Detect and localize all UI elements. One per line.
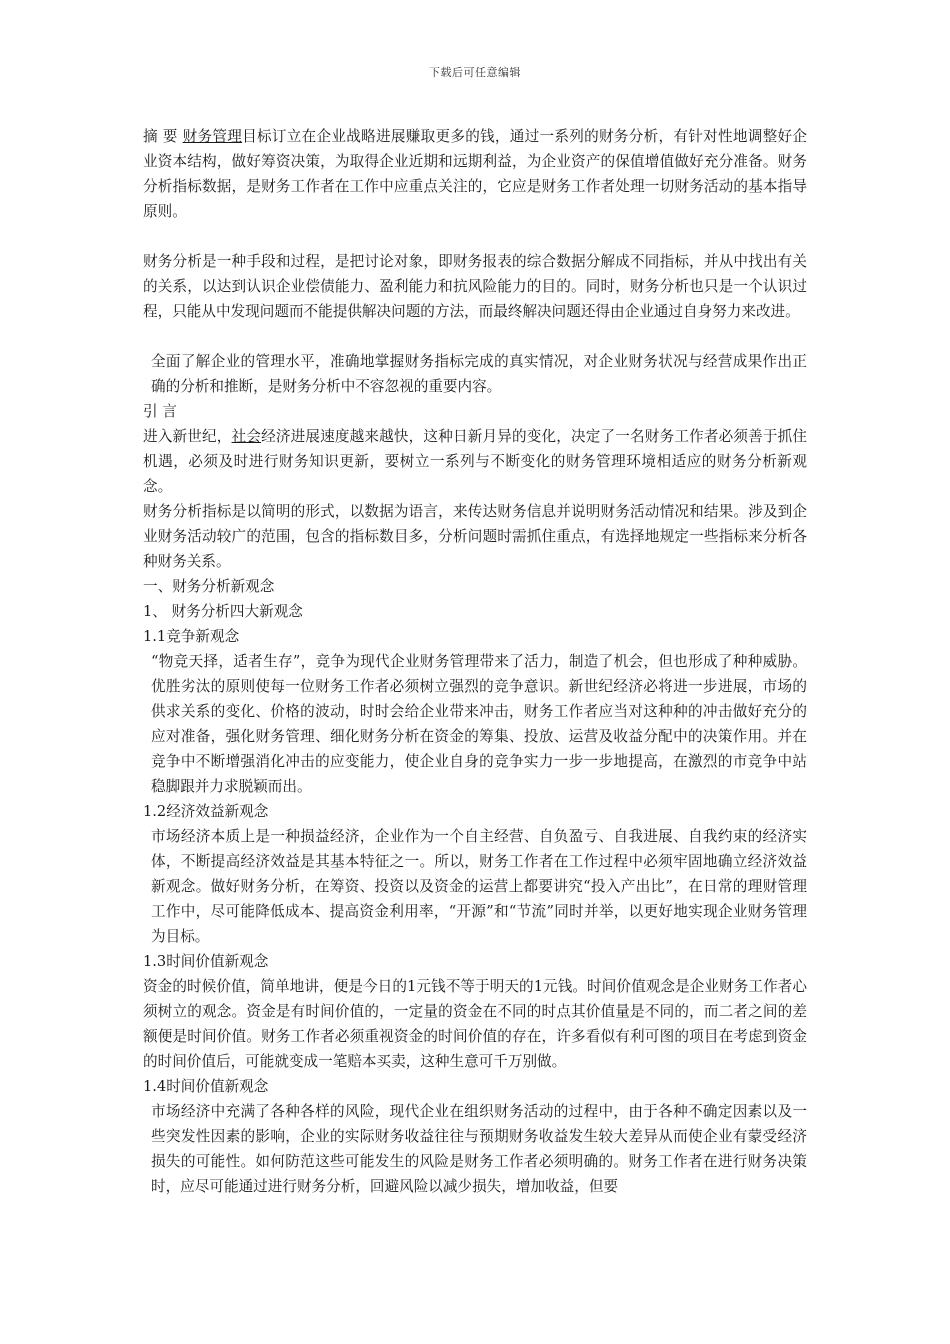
heading-section-1: 一、财务分析新观念: [143, 578, 275, 595]
intro-text-end: 经济进展速度越来越快，这种日新月异的变化，决定了一名财务工作者必须善于抓住机遇，必须及时进行财务知识更新，要树立一系列与不断变化的财务管理环境相适应的财务分析新观念。: [143, 428, 807, 495]
paragraph-introduction: [143, 424, 807, 499]
heading-1-3: 1.3时间价值新观念: [143, 953, 269, 970]
heading-subsection-1: 1、 财务分析四大新观念: [143, 603, 303, 620]
page-header-note: 下载后可任意编辑: [429, 66, 521, 79]
abstract-text: 目标订立在企业战略进展赚取更多的钱，通过一系列的财务分析，有针对性地调整好企业资本结构，做好筹资决策，为取得企业近期和远期利益，为企业资产的保值增值做好充分准备。财务分析指标数据，是财务工作者在工作中应重点关注的，它应是财务工作者处理一切财务活动的基本指导原则。: [143, 128, 807, 220]
heading-1-4: 1.4时间价值新观念: [143, 1078, 269, 1095]
heading-1-1: 1.1竞争新观念: [143, 628, 240, 645]
paragraph-economic-benefit: 市场经济本质上是一种损益经济，企业作为一个自主经营、自负盈亏、自我进展、自我约束的经济实体，不断提高经济效益是其基本特征之一。所以，财务工作者在工作过程中必须牢固地确立经济效益新观念。做好财务分析，在筹资、投资以及资金的运营上都要讲究“投入产出比”，在日常的理财管理工作中，尽可能降低成本、提高资金利用率，“开源”和“节流”同时并举，以更好地实现企业财务管理为目标。: [151, 828, 807, 945]
heading-introduction: 引 言: [143, 403, 177, 420]
paragraph-analysis-definition: 财务分析是一种手段和过程，是把讨论对象，即财务报表的综合数据分解成不同指标，并从中找出有关的关系，以达到认识企业偿债能力、盈利能力和抗风险能力的目的。同时，财务分析也只是一个认识过程，只能从中发现问题而不能提供解决问题的方法，而最终解决问题还得由企业通过自身努力来改进。: [143, 253, 807, 320]
paragraph-risk: 市场经济中充满了各种各样的风险，现代企业在组织财务活动的过程中，由于各种不确定因素以及一些突发性因素的影响，企业的实际财务收益往往与预期财务收益发生较大差异从而使企业有蒙受经济损失的可能性。如何防范这些可能发生的风险是财务工作者必须明确的。财务工作者在进行财务决策时，应尽可能通过进行财务分析，回避风险以减少损失，增加收益，但要: [151, 1103, 807, 1195]
abstract-paragraph: [143, 124, 807, 224]
abstract-label: 摘 要: [143, 128, 183, 145]
heading-1-2: 1.2经济效益新观念: [143, 803, 269, 820]
intro-text-start: 进入新世纪，: [143, 428, 232, 445]
financial-management-link[interactable]: 财务管理: [182, 128, 243, 145]
document-body: [143, 124, 807, 1199]
paragraph-competition: “物竞天择，适者生存”，竞争为现代企业财务管理带来了活力，制造了机会，但也形成了种种威胁。优胜劣汰的原则使每一位财务工作者必须树立强烈的竞争意识。新世纪经济必将进一步进展，市场的供求关系的变化、价格的波动，时时会给企业带来冲击，财务工作者应当对这种种的冲击做好充分的应对准备，强化财务管理、细化财务分析在资金的筹集、投放、运营及收益分配中的决策作用。并在竞争中不断增强消化冲击的应变能力，使企业自身的竞争实力一步一步地提高，在激烈的市竞争中站稳脚跟并力求脱颖而出。: [151, 653, 807, 795]
paragraph-indicators: 财务分析指标是以简明的形式，以数据为语言，来传达财务信息并说明财务活动情况和结果。涉及到企业财务活动较广的范围，包含的指标数目多，分析问题时需抓住重点，有选择地规定一些指标来分析各种财务关系。: [143, 503, 807, 570]
paragraph-time-value: 资金的时候价值，简单地讲，便是今日的1元钱不等于明天的1元钱。时间价值观念是企业财务工作者心须树立的观念。资金是有时间价值的，一定量的资金在不同的时点其价值量是不同的，而二者之间的差额便是时间价值。财务工作者必须重视资金的时间价值的存在，许多看似有利可图的项目在考虑到资金的时间价值后，可能就变成一笔赔本买卖，这种生意可千万别做。: [143, 978, 807, 1070]
society-link[interactable]: 社会: [231, 428, 262, 445]
paragraph-management-level: 全面了解企业的管理水平，准确地掌握财务指标完成的真实情况，对企业财务状况与经营成果作出正确的分析和推断，是财务分析中不容忽视的重要内容。: [151, 353, 807, 395]
